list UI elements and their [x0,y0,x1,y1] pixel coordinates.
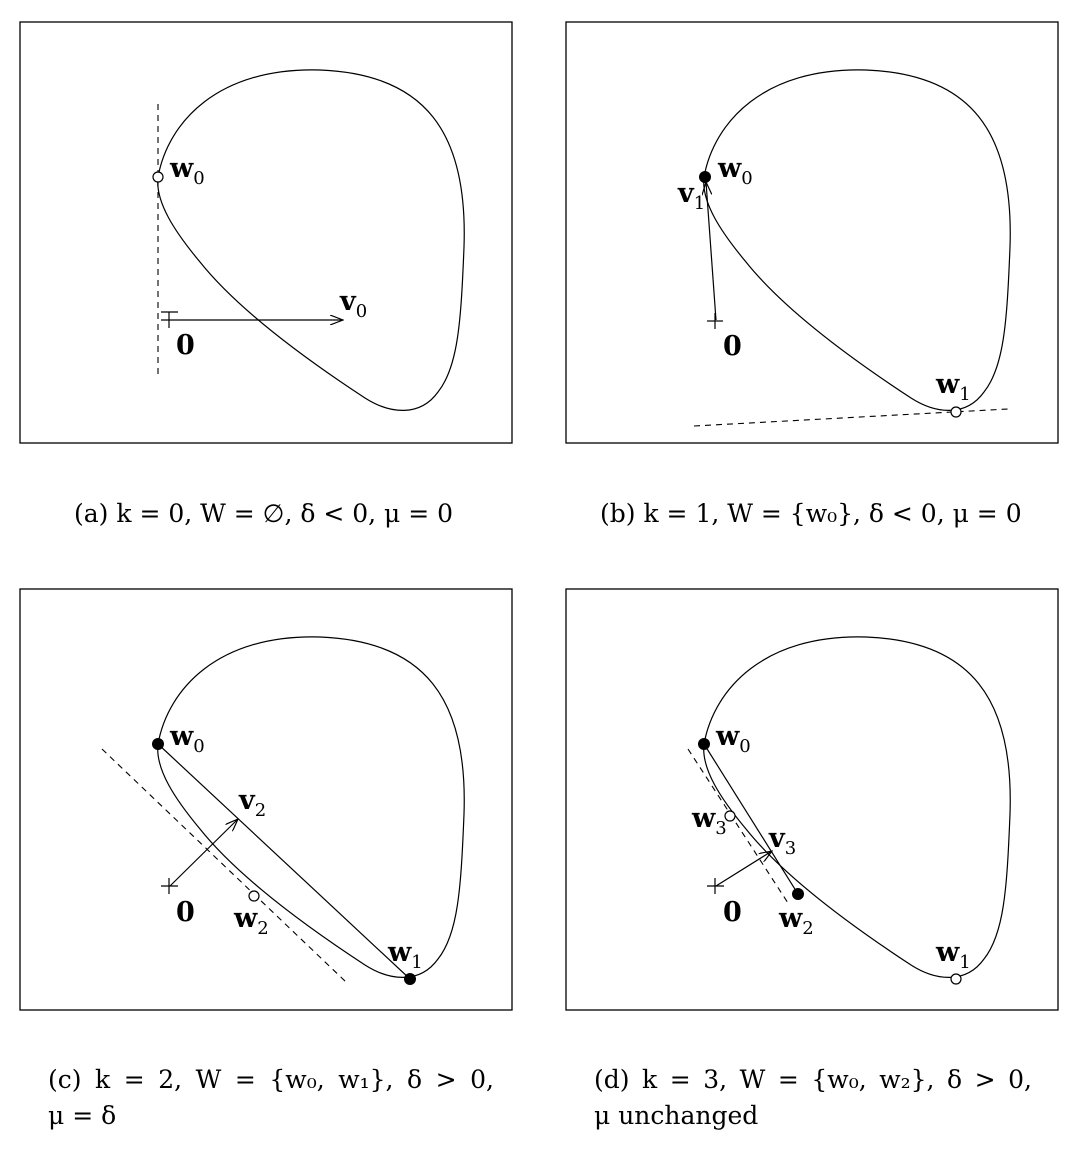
frame [566,589,1058,1010]
frame [566,22,1058,443]
label-origin: 0 [723,897,742,928]
point-w0 [698,738,710,750]
convex-curve [158,637,465,978]
label-w0: $w_0$ [170,721,205,757]
caption-c [48,1062,494,1134]
point-w1 [951,974,961,984]
point-w2 [792,888,804,900]
supporting-line [102,749,346,982]
label-w0: $w_0$ [718,153,753,189]
label-w1: $w_1$ [936,369,971,405]
caption-b [600,496,1070,532]
label-w1: $w_1$ [936,937,971,973]
frame [20,22,512,443]
convex-curve [704,70,1011,411]
label-v0: $v_0$ [340,286,368,322]
caption-line: μ = δ [48,1101,117,1130]
point-w0 [152,738,164,750]
panel-b [566,22,1058,442]
point-w1 [951,407,961,417]
label-w0: $w_0$ [716,721,751,757]
label-w0: $w_0$ [170,153,205,189]
point-w0 [153,172,163,182]
vector-v3 [716,851,772,886]
vector-v2 [170,819,238,886]
label-w2: $w_2$ [234,903,269,939]
panel-d [566,589,1058,1009]
label-w1: $w_1$ [388,937,423,973]
panel-c [20,589,512,1009]
label-v3: $v_3$ [769,823,797,859]
segment-w0-w1 [158,744,410,979]
label-origin: 0 [723,331,742,362]
convex-curve [704,637,1011,978]
caption-line: μ unchanged [594,1101,759,1130]
convex-curve [158,70,465,411]
caption-line: (c) k = 2, W = {w₀, w₁}, δ > 0, [48,1065,494,1094]
label-v1: $v_1$ [678,178,706,214]
caption-d [594,1062,1032,1134]
caption-line: (b) k = 1, W = {w₀}, δ < 0, μ = 0 [600,499,1022,528]
panel-a [20,22,512,442]
point-w1 [404,973,416,985]
point-w2 [249,891,259,901]
diagram-b [566,22,1058,444]
diagram-c [20,589,512,1011]
label-w2: $w_2$ [779,903,814,939]
label-v2: $v_2$ [239,785,267,821]
label-origin: 0 [176,897,195,928]
caption-a [74,496,544,532]
diagram-a [20,22,512,444]
caption-line: (a) k = 0, W = ∅, δ < 0, μ = 0 [74,499,454,528]
label-origin: 0 [176,330,195,361]
caption-line: (d) k = 3, W = {w₀, w₂}, δ > 0, [594,1065,1032,1094]
point-w0 [699,171,711,183]
vector-v1 [706,182,716,320]
label-w3: $w_3$ [692,803,727,839]
diagram-d [566,589,1058,1011]
